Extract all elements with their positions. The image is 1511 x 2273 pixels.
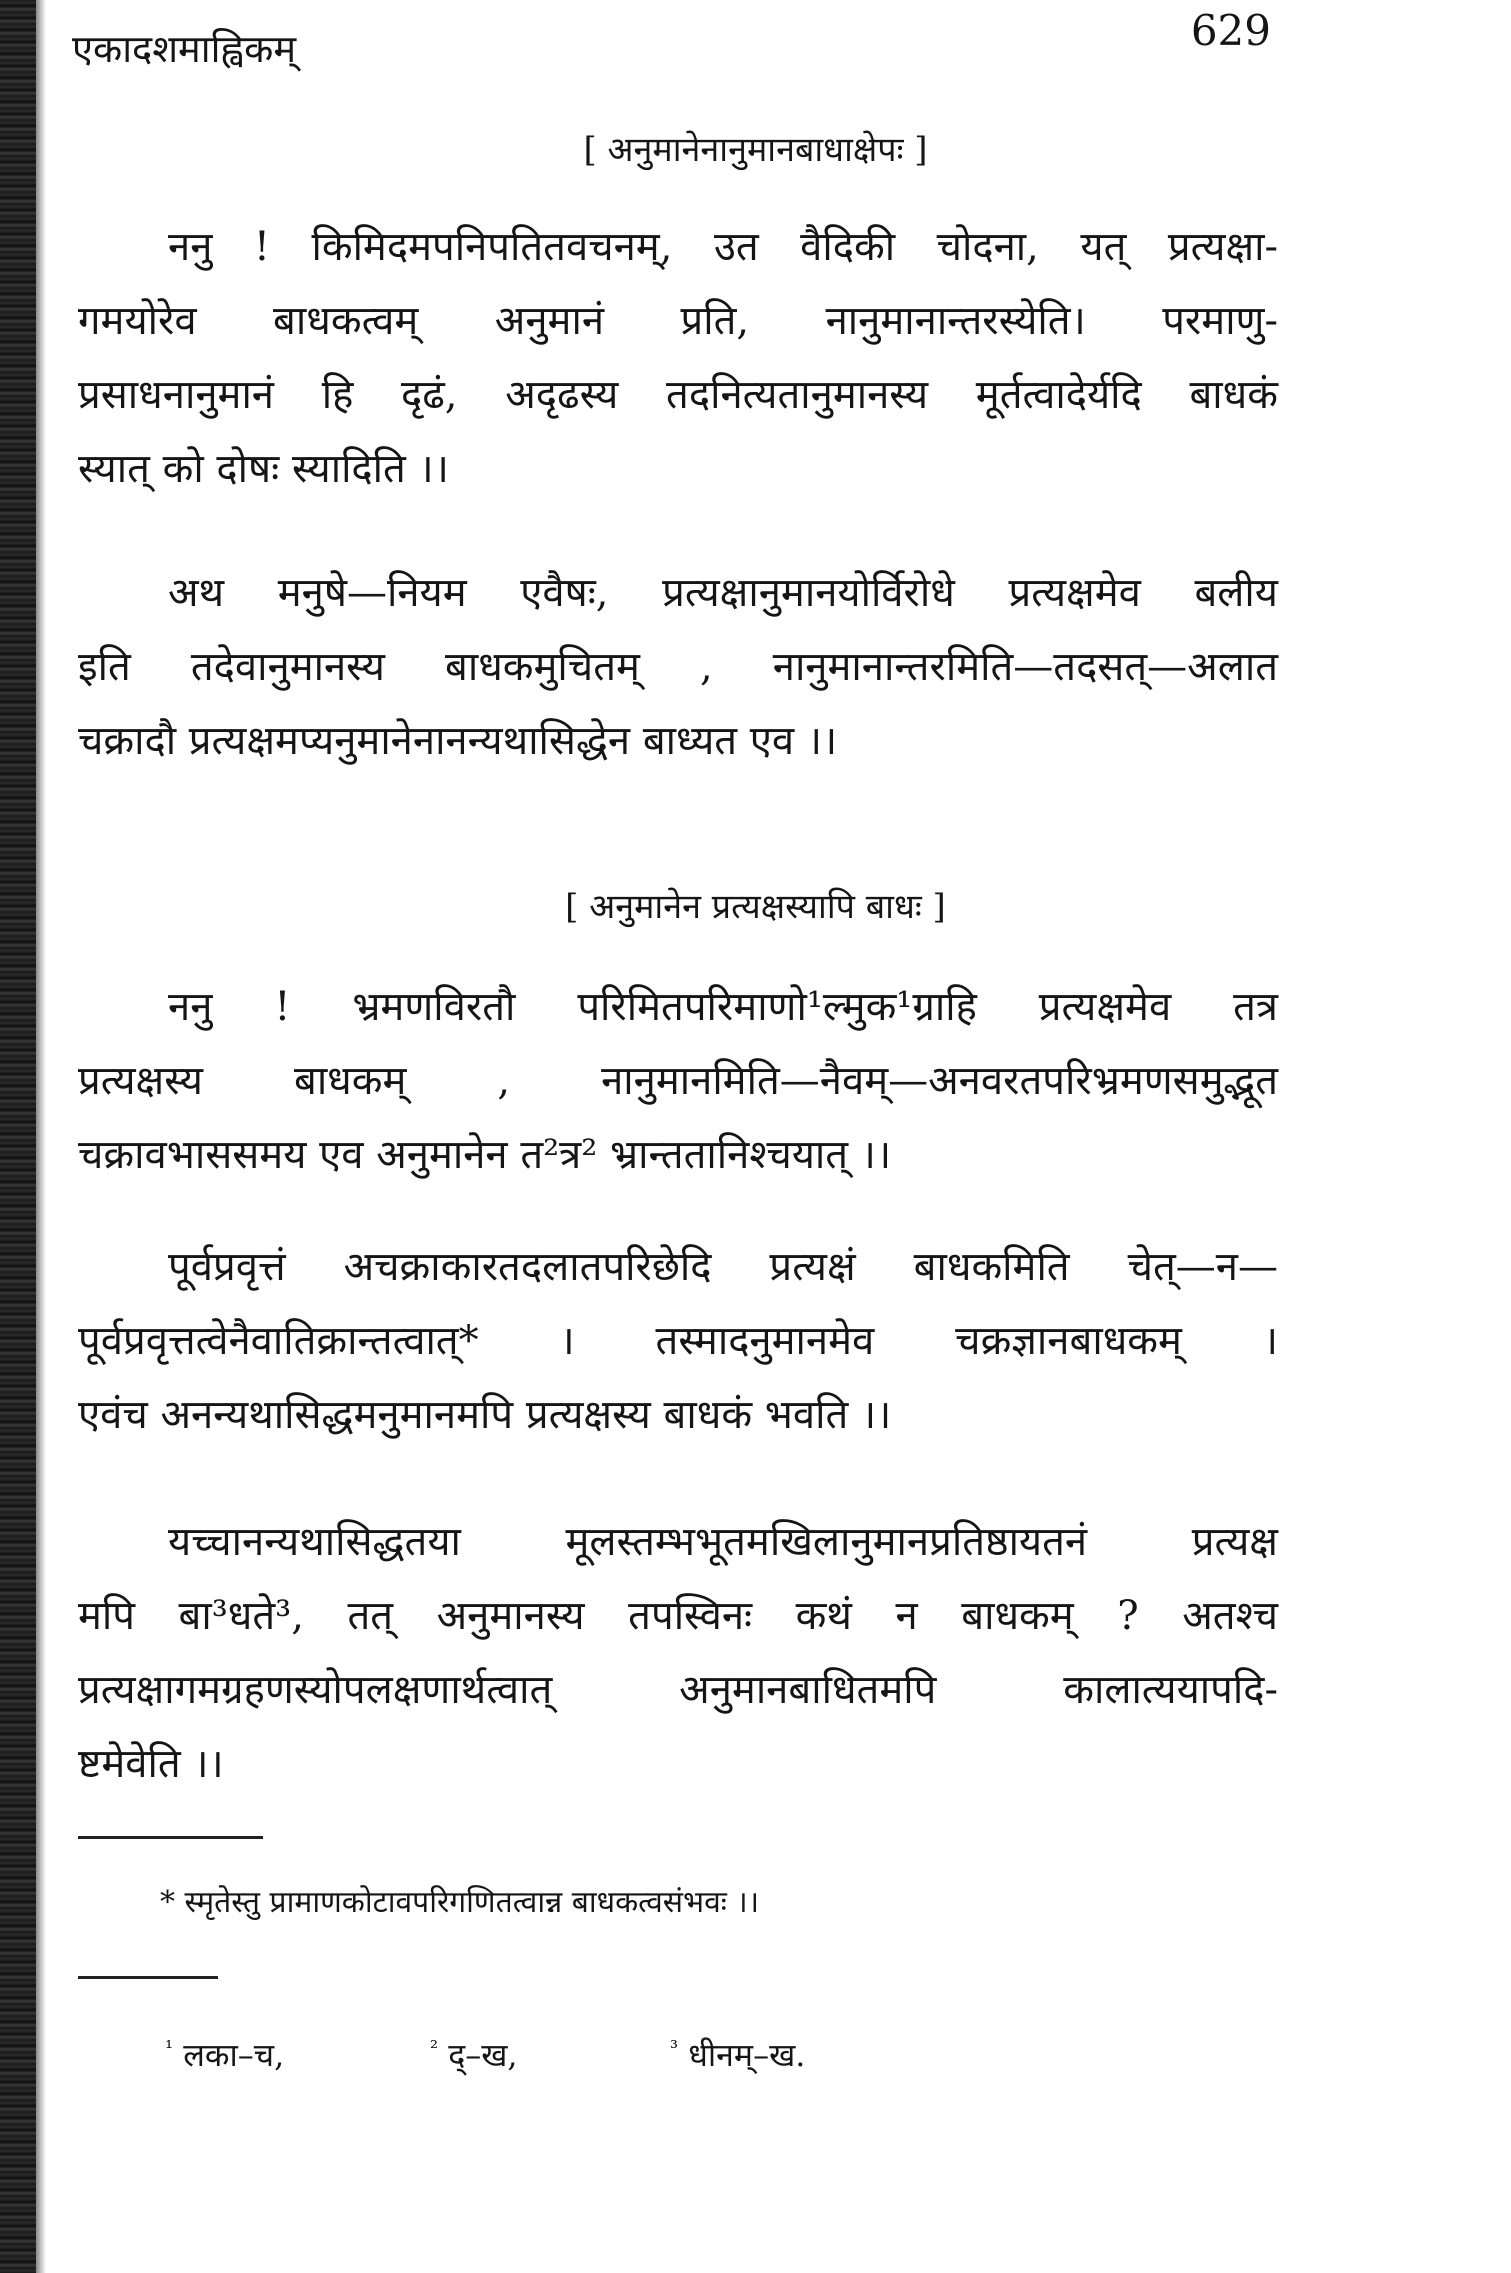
text-line: प्रसाधनानुमानं हि दृढं, अदृढस्य तदनित्यतानुमानस्य मूर्तत्वादेर्यदि बाधकं: [78, 372, 1278, 418]
variant-text: धीनम्–ख.: [688, 2036, 806, 2074]
text-line: मपि बा³धते³, तत् अनुमानस्य तपस्विनः कथं न बाधकम् ? अतश्च: [78, 1593, 1278, 1639]
text-line: पूर्वप्रवृत्तं अचक्राकारतदलातपरिछेदि प्रत्यक्षं बाधकमिति चेत्—न—: [168, 1244, 1278, 1290]
text-line: प्रत्यक्षागमग्रहणस्योपलक्षणार्थत्वात् अनुमानबाधितमपि कालात्ययापदि-: [78, 1667, 1278, 1713]
variant-reading: [670, 2033, 805, 2076]
section-heading: [ अनुमानेन प्रत्यक्षस्यापि बाधः ]: [565, 887, 946, 927]
text-line: ननु ! भ्रमणविरतौ परिमितपरिमाणो¹ल्मुक¹ग्राहि प्रत्यक्षमेव तत्र: [168, 984, 1278, 1030]
text-line: चक्रावभाससमय एव अनुमानेन त²त्र² भ्रान्ततानिश्चयात् ।।: [78, 1132, 892, 1178]
text-line: अथ मनुषे—नियम एवैषः, प्रत्यक्षानुमानयोर्विरोधे प्रत्यक्षमेव बलीय: [168, 570, 1278, 616]
text-line: चक्रादौ प्रत्यक्षमप्यनुमानेनानन्यथासिद्धेन बाध्यत एव ।।: [78, 718, 838, 764]
text-line: स्यात् को दोषः स्यादिति ।।: [78, 446, 449, 492]
text-line: एवंच अनन्यथासिद्धमनुमानमपि प्रत्यक्षस्य बाधकं भवति ।।: [78, 1392, 892, 1438]
text-line: यच्चानन्यथासिद्धतया मूलस्तम्भभूतमखिलानुमानप्रतिष्ठायतनं प्रत्यक्ष: [168, 1519, 1278, 1565]
paragraph: [78, 1230, 1278, 1452]
variant-reading: [165, 2033, 284, 2076]
text-line: इति तदेवानुमानस्य बाधकमुचितम् , नानुमानान्तरमिति—तदसत्—अलात: [78, 644, 1278, 690]
variant-mark: ³: [670, 2035, 679, 2060]
footnote: * स्मृतेस्तु प्रामाणकोटावपरिगणितत्वान्न बाधकत्वसंभवः ।।: [160, 1885, 760, 1920]
running-header: एकादशमाह्विकम्: [72, 27, 297, 71]
variants-divider: [78, 1976, 218, 1979]
binding-edge: [36, 0, 46, 2273]
footnote-divider: [78, 1836, 263, 1839]
paragraph: [78, 556, 1278, 778]
variant-mark: ¹: [165, 2035, 174, 2060]
paragraph: [78, 970, 1278, 1192]
variant-text: लका–च,: [183, 2036, 285, 2074]
paragraph: [78, 1505, 1278, 1801]
variant-text: द्–ख,: [448, 2036, 518, 2074]
section-heading: [ अनुमानेनानुमानबाधाक्षेपः ]: [583, 130, 928, 170]
text-line: गमयोरेव बाधकत्वम् अनुमानं प्रति, नानुमानान्तरस्येति। परमाणु-: [78, 298, 1278, 344]
variant-reading: [430, 2033, 518, 2076]
page-number: 629: [1190, 6, 1271, 55]
text-line: ननु ! किमिदमपनिपतितवचनम्, उत वैदिकी चोदना, यत् प्रत्यक्षा-: [168, 224, 1278, 270]
book-binding-shadow: [0, 0, 36, 2273]
variant-mark: ²: [430, 2035, 439, 2060]
text-line: प्रत्यक्षस्य बाधकम् , नानुमानमिति—नैवम्—अनवरतपरिभ्रमणसमुद्भूत: [78, 1058, 1278, 1104]
text-line: पूर्वप्रवृत्तत्वेनैवातिक्रान्तत्वात्* । तस्मादनुमानमेव चक्रज्ञानबाधकम् ।: [78, 1318, 1278, 1364]
text-line: ष्टमेवेति ।।: [78, 1741, 224, 1787]
paragraph: [78, 210, 1278, 506]
